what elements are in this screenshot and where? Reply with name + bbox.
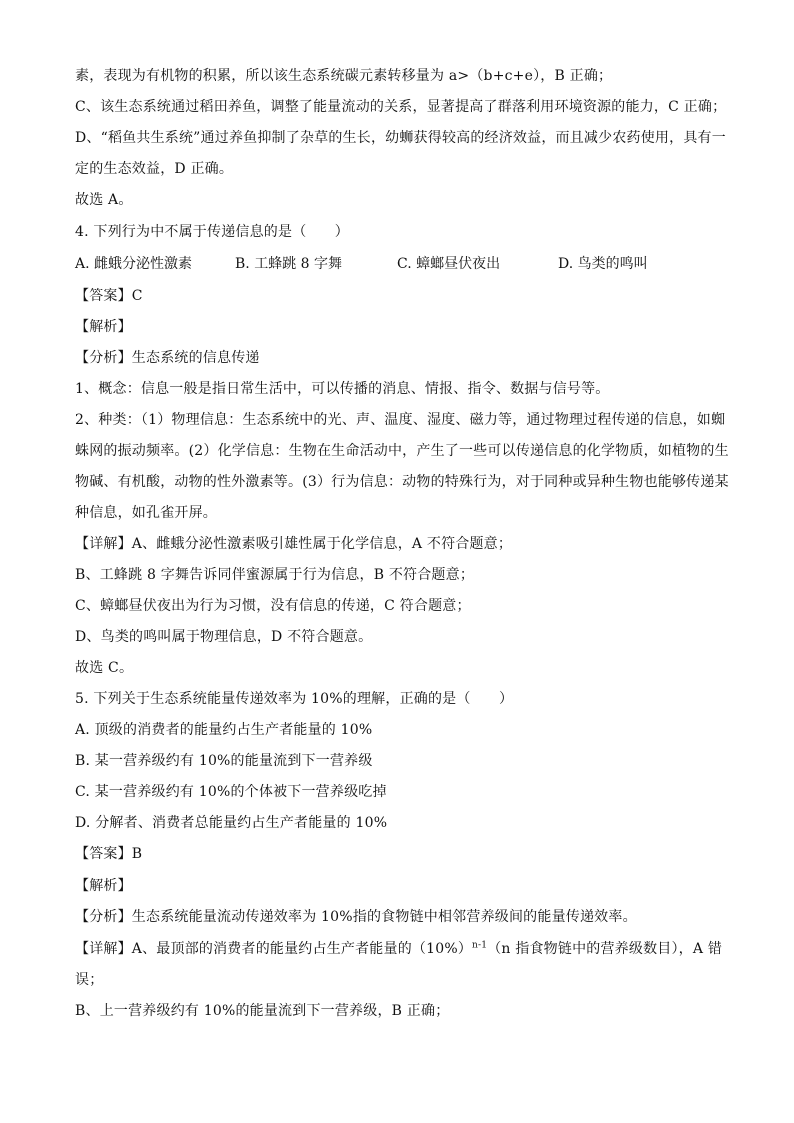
question-4-option-a: A. 雌蛾分泌性激素: [75, 256, 193, 272]
question-4-analysis: 【分析】生态系统的信息传递: [75, 350, 260, 366]
text-line: 1、概念：信息一般是指日常生活中，可以传播的消息、情报、指令、数据与信号等。: [75, 381, 610, 397]
text-line: B、上一营养级约有 10%的能量流到下一营养级，B 正确；: [75, 1003, 450, 1019]
detail-text: 【详解】A、最顶部的消费者的能量约占生产者能量的（10%）: [75, 941, 473, 957]
question-5-answer: 【答案】B: [75, 846, 143, 862]
question-5-analysis-label: 【解析】: [75, 878, 132, 894]
text-line: D、鸟类的鸣叫属于物理信息，D 不符合题意。: [75, 629, 373, 645]
question-4-option-b: B. 工蜂跳 8 字舞: [235, 256, 342, 272]
question-5-option-b: B. 某一营养级约有 10%的能量流到下一营养级: [75, 753, 373, 769]
text-line: 故选 A。: [75, 192, 133, 208]
question-4-choice: 故选 C。: [75, 660, 134, 676]
question-5-stem: 5. 下列关于生态系统能量传递效率为 10%的理解，正确的是（ ）: [75, 691, 514, 707]
text-line: 素，表现为有机物的积累，所以该生态系统碳元素转移量为 a>（b+c+e），B 正确；: [75, 68, 613, 84]
question-4-detail: 【详解】A、雌蛾分泌性激素吸引雄性属于化学信息，A 不符合题意；: [75, 536, 513, 552]
question-4-stem: 4. 下列行为中不属于传递信息的是（ ）: [75, 224, 350, 240]
exponent: n-1: [472, 940, 488, 951]
text-line: 定的生态效益，D 正确。: [75, 161, 234, 177]
question-5-option-c: C. 某一营养级约有 10%的个体被下一营养级吃掉: [75, 784, 387, 800]
question-5-option-d: D. 分解者、消费者总能量约占生产者能量的 10%: [75, 815, 388, 831]
question-4-answer: 【答案】C: [75, 288, 143, 304]
question-5-detail: [75, 939, 725, 959]
question-4-analysis-label: 【解析】: [75, 319, 132, 335]
question-4-option-c: C. 蟑螂昼伏夜出: [397, 256, 501, 272]
text-line: 种信息，如孔雀开屏。: [75, 505, 217, 521]
text-line: C、该生态系统通过稻田养鱼，调整了能量流动的关系，显著提高了群落利用环境资源的能力，C 正确；: [75, 99, 727, 115]
text-line: C、蟑螂昼伏夜出为行为习惯，没有信息的传递，C 符合题意；: [75, 598, 471, 614]
text-line: 蛛网的振动频率。(2）化学信息：生物在生命活动中，产生了一些可以传递信息的化学物质，如植物的生: [75, 443, 729, 459]
detail-text: （n 指食物链中的营养级数目），A 错: [487, 941, 723, 957]
text-line: B、工蜂跳 8 字舞告诉同伴蜜源属于行为信息，B 不符合题意；: [75, 567, 475, 583]
text-line: 误；: [75, 972, 104, 988]
question-5-analysis: 【分析】生态系统能量流动传递效率为 10%指的食物链中相邻营养级间的能量传递效率。: [75, 909, 637, 925]
question-4-option-d: D. 鸟类的鸣叫: [558, 256, 648, 272]
text-line: D、“稻鱼共生系统”通过养鱼抑制了杂草的生长，幼蛳获得较高的经济效益，而且减少农药使用，具有一: [75, 130, 726, 146]
question-5-option-a: A. 顶级的消费者的能量约占生产者能量的 10%: [75, 722, 373, 738]
text-line: 2、种类：（1）物理信息：生态系统中的光、声、温度、湿度、磁力等，通过物理过程传递的信息，如蜘: [75, 412, 726, 428]
text-line: 物碱、有机酸，动物的性外激素等。(3）行为信息：动物的特殊行为，对于同种或异种生物也能够传递某: [75, 474, 729, 490]
